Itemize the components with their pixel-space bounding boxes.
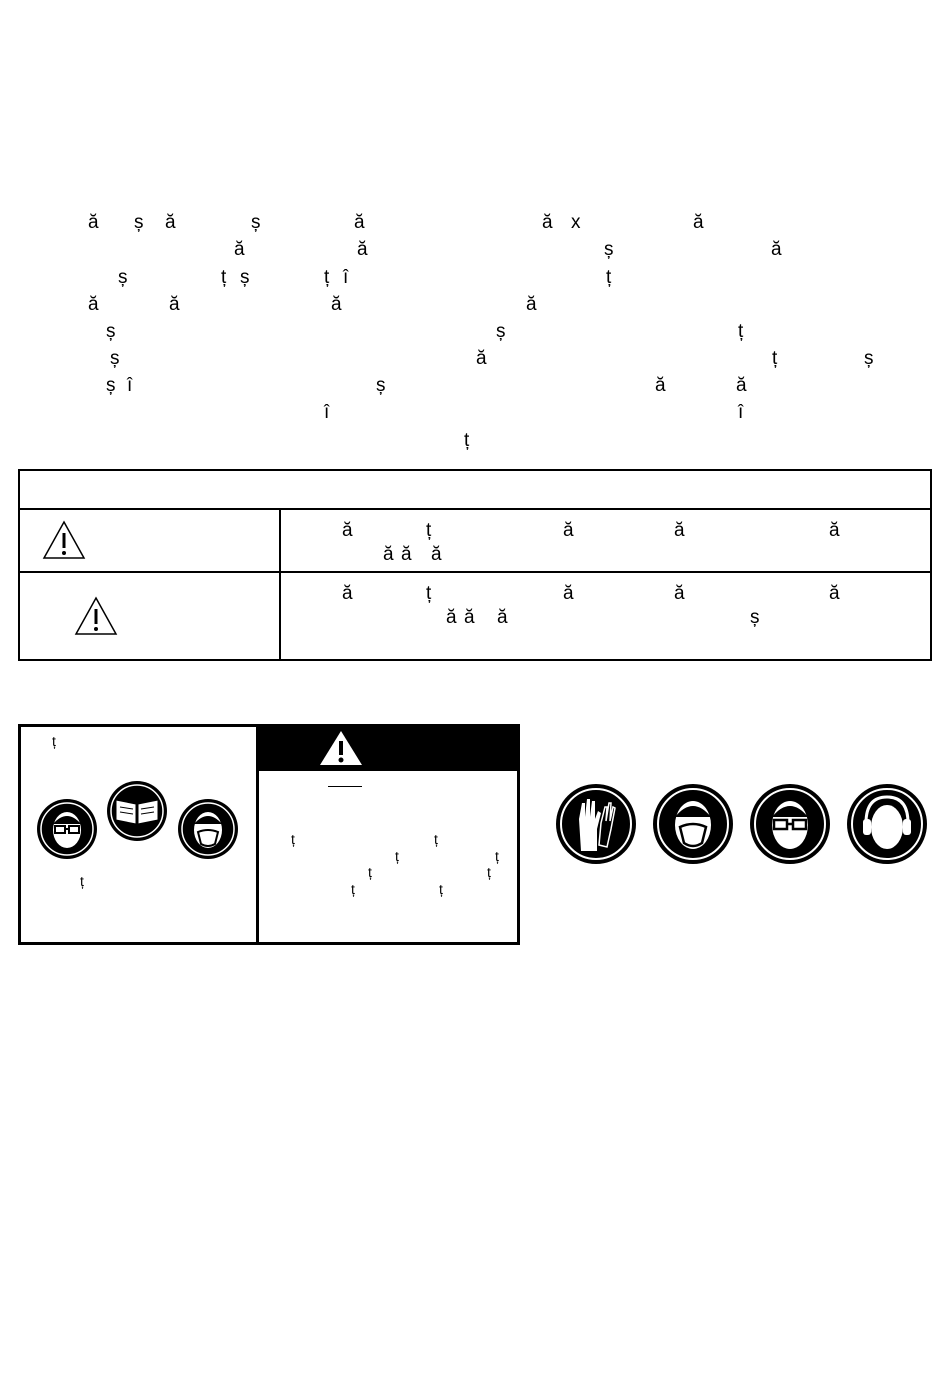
row1-char: ă: [342, 520, 353, 541]
row1-char: ă: [431, 544, 442, 565]
row1-char: ă: [674, 520, 685, 541]
paragraph-char: ă: [234, 239, 245, 260]
paragraph-char: ț: [606, 267, 612, 288]
paragraph-char: î: [738, 402, 744, 423]
paragraph-char: ă: [165, 212, 176, 233]
gloves-icon: [555, 783, 637, 865]
paragraph-char: ș: [251, 212, 261, 233]
warning-triangle-icon: [74, 596, 118, 636]
label-char: ț: [351, 881, 355, 897]
paragraph-char: ă: [526, 294, 537, 315]
paragraph-char: ă: [169, 294, 180, 315]
paragraph-char: ș: [240, 267, 250, 288]
label-char: ț: [439, 881, 443, 897]
paragraph-char: ș: [118, 267, 128, 288]
paragraph-char: ț: [772, 348, 778, 369]
safety-glasses-icon: [36, 798, 98, 860]
warning-triangle-icon: [318, 728, 364, 768]
paragraph-char: ă: [542, 212, 553, 233]
paragraph-char: ș: [376, 375, 386, 396]
ear-protection-icon: [846, 783, 928, 865]
paragraph-char: ă: [357, 239, 368, 260]
label-char: ț: [495, 848, 499, 864]
label-char: ț: [395, 848, 399, 864]
row1-char: ă: [383, 544, 394, 565]
row2-char: ă: [563, 583, 574, 604]
paragraph-char: ă: [655, 375, 666, 396]
paragraph-char: ș: [496, 321, 506, 342]
paragraph-char: ș: [134, 212, 144, 233]
row1-char: ă: [563, 520, 574, 541]
paragraph-char: ă: [354, 212, 365, 233]
table-border: [18, 469, 932, 661]
row2-char: ț: [426, 583, 432, 604]
row2-char: ă: [674, 583, 685, 604]
row1-char: ț: [426, 520, 432, 541]
table-divider: [18, 508, 932, 510]
paragraph-char: ș: [106, 375, 116, 396]
dust-mask-icon: [652, 783, 734, 865]
paragraph-char: ș: [604, 239, 614, 260]
row2-char: ă: [829, 583, 840, 604]
read-manual-icon: [106, 780, 168, 842]
label-char: ț: [52, 733, 56, 749]
table-column-divider: [279, 508, 281, 661]
warning-triangle-icon: [42, 520, 86, 560]
paragraph-char: ț: [324, 267, 330, 288]
label-char: ț: [434, 831, 438, 847]
paragraph-char: ă: [476, 348, 487, 369]
paragraph-char: ș: [106, 321, 116, 342]
row2-char: ă: [497, 607, 508, 628]
paragraph-char: ă: [736, 375, 747, 396]
paragraph-char: ț: [464, 430, 470, 451]
dust-mask-icon: [177, 798, 239, 860]
label-char: ț: [80, 873, 84, 889]
paragraph-char: ă: [331, 294, 342, 315]
table-divider: [18, 571, 932, 573]
paragraph-char: î: [127, 375, 133, 396]
row1-char: ă: [401, 544, 412, 565]
row2-char: ș: [750, 607, 760, 628]
row2-char: ă: [464, 607, 475, 628]
row2-char: ă: [446, 607, 457, 628]
paragraph-char: î: [343, 267, 349, 288]
paragraph-char: ț: [221, 267, 227, 288]
label-char: ț: [487, 864, 491, 880]
safety-glasses-icon: [749, 783, 831, 865]
warning-header: [259, 727, 517, 771]
label-char: ț: [368, 864, 372, 880]
paragraph-char: î: [324, 402, 330, 423]
paragraph-char: ă: [771, 239, 782, 260]
row2-char: ă: [342, 583, 353, 604]
paragraph-char: ă: [88, 294, 99, 315]
underline: [328, 786, 362, 787]
row1-char: ă: [829, 520, 840, 541]
label-char: ț: [291, 831, 295, 847]
paragraph-char: ș: [864, 348, 874, 369]
paragraph-char: x: [571, 212, 581, 233]
paragraph-char: ș: [110, 348, 120, 369]
paragraph-char: ă: [88, 212, 99, 233]
paragraph-char: ă: [693, 212, 704, 233]
paragraph-char: ț: [738, 321, 744, 342]
